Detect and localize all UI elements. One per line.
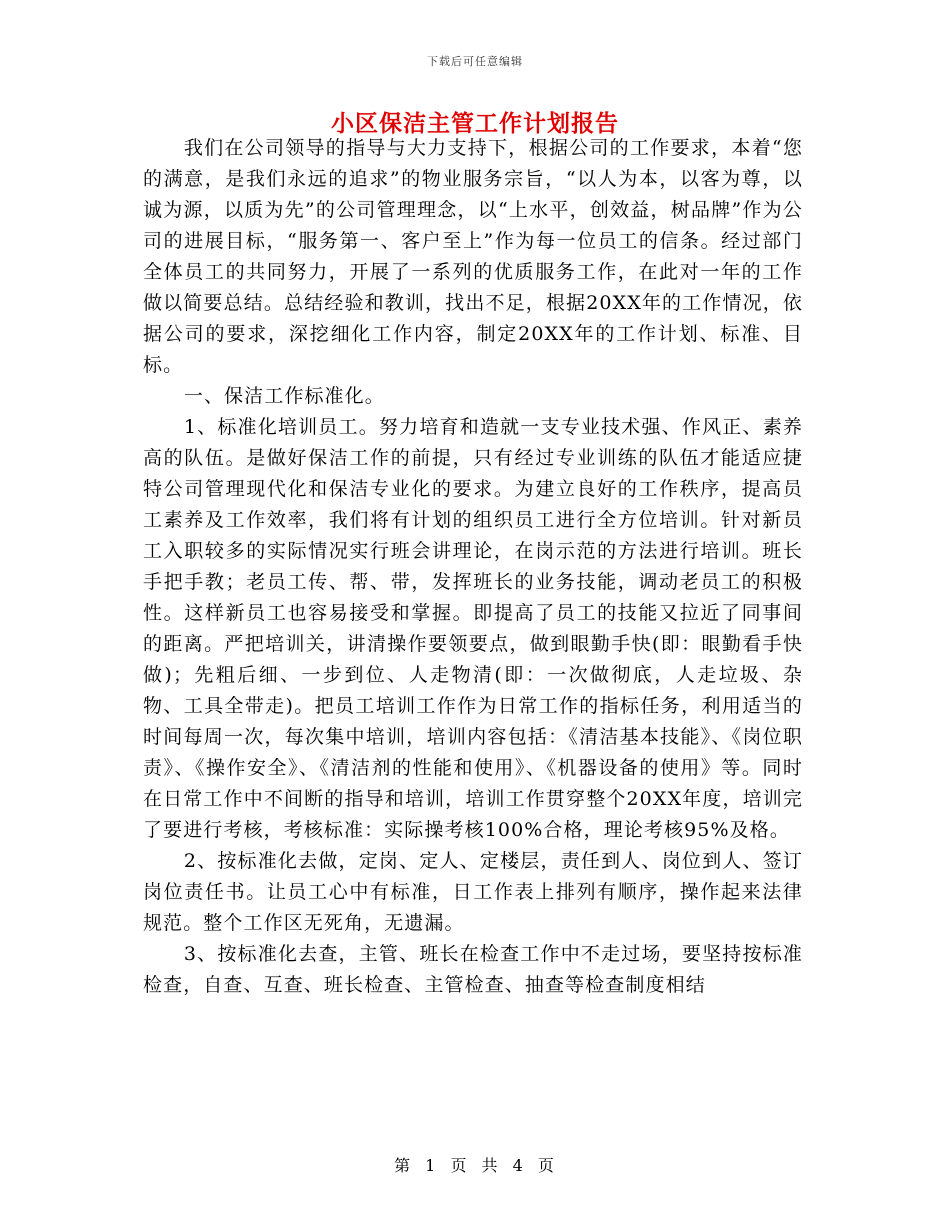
document-body <box>143 133 803 1001</box>
paragraph-item-3-inspection: 3、按标准化去查，主管、班长在检查工作中不走过场，要坚持按标准检查，自查、互查、班长检查、主管检查、抽查等检查制度相结 <box>143 943 803 996</box>
paragraph-intro: 我们在公司领导的指导与大力支持下，根据公司的工作要求，本着“您的满意，是我们永远的追求”的物业服务宗旨，“以人为本，以客为尊，以诚为源，以质为先”的公司管理理念，以“上水平，创效益，树品牌”作为公司的进展目标，“服务第一、客户至上”作为每一位员工的信条。经过部门全体员工的共同努力，开展了一系列的优质服务工作，在此对一年的工作做以简要总结。总结经验和教训，找出不足，根据20XX年的工作情况，依据公司的要求，深挖细化工作内容，制定20XX年的工作计划、标准、目标。 <box>143 137 803 376</box>
section-heading-standardization: 一、保洁工作标准化。 <box>183 385 385 407</box>
document-title: 小区保洁主管工作计划报告 <box>331 110 619 137</box>
page-footer: 第 1 页 共 4 页 <box>394 1156 556 1175</box>
header-note: 下载后可任意编辑 <box>427 55 523 68</box>
paragraph-item-2-execution: 2、按标准化去做，定岗、定人、定楼层，责任到人、岗位到人、签订岗位责任书。让员工心中有标准，日工作表上排列有顺序，操作起来法律规范。整个工作区无死角，无遗漏。 <box>143 850 803 934</box>
paragraph-item-1-training: 1、标准化培训员工。努力培育和造就一支专业技术强、作风正、素养高的队伍。是做好保洁工作的前提，只有经过专业训练的队伍才能适应捷特公司管理现代化和保洁专业化的要求。为建立良好的工作秩序，提高员工素养及工作效率，我们将有计划的组织员工进行全方位培训。针对新员工入职较多的实际情况实行班会讲理论，在岗示范的方法进行培训。班长手把手教；老员工传、帮、带，发挥班长的业务技能，调动老员工的积极性。这样新员工也容易接受和掌握。即提高了员工的技能又拉近了同事间的距离。严把培训关，讲清操作要领要点，做到眼勤手快(即：眼勤看手快做)；先粗后细、一步到位、人走物清(即：一次做彻底，人走垃圾、杂物、工具全带走)。把员工培训工作作为日常工作的指标任务，利用适当的时间每周一次，每次集中培训，培训内容包括：《清洁基本技能》、《岗位职责》、《操作安全》、《清洁剂的性能和使用》、《机器设备的使用》等。同时在日常工作中不间断的指导和培训，培训工作贯穿整个20XX年度，培训完了要进行考核，考核标准：实际操考核100%合格，理论考核95%及格。 <box>143 416 803 841</box>
